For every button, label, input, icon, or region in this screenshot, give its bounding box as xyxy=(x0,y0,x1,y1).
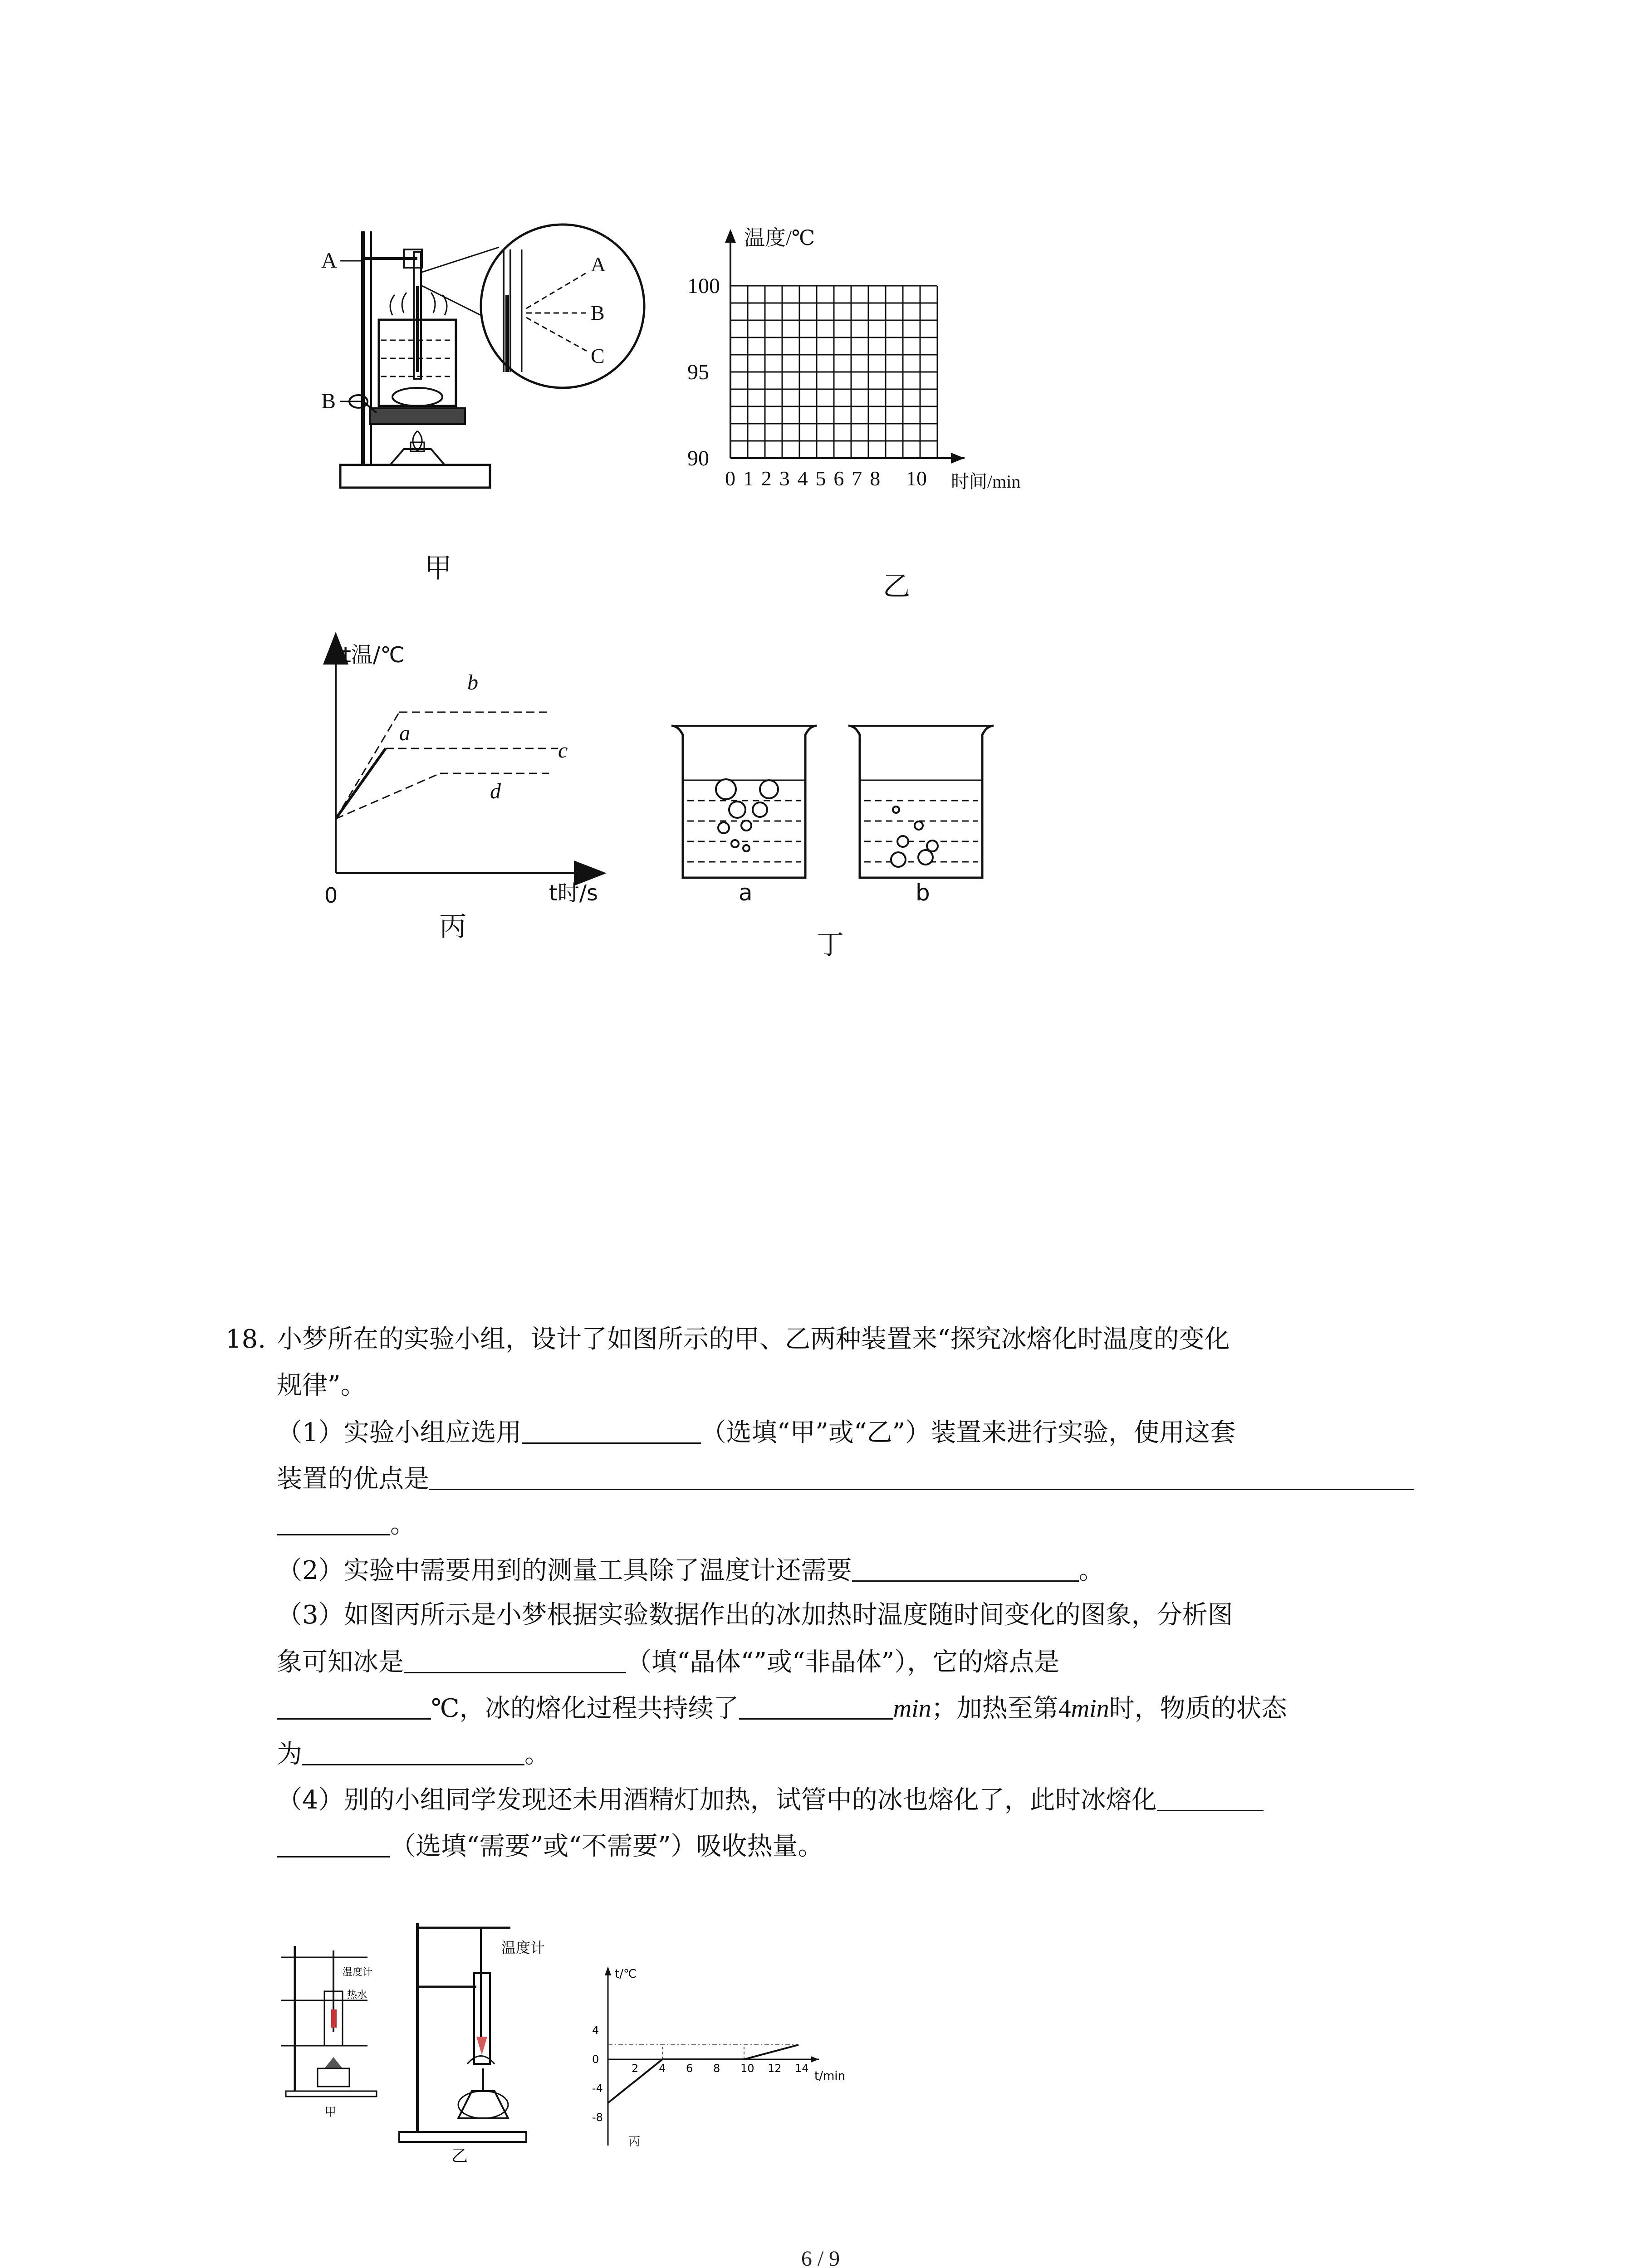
bing2-x-tick: 12 xyxy=(768,2062,782,2075)
part1-line3 xyxy=(277,1510,416,1537)
part3-text-e: min xyxy=(893,1695,931,1723)
part3-text-d: ℃，冰的熔化过程共持续了 xyxy=(431,1694,739,1723)
part3-line2 xyxy=(277,1648,1059,1675)
yi-x-tick: 5 xyxy=(815,467,826,490)
yi-x-tick: 2 xyxy=(761,467,772,490)
question-number: 18. xyxy=(225,1325,266,1354)
part1-text-a: （1）实验小组应选用 xyxy=(277,1418,522,1447)
part3-line4 xyxy=(277,1740,550,1767)
bottom-jia-water-label: 热水 xyxy=(347,1989,367,2001)
clamp-label-a: A xyxy=(321,249,337,273)
part3-text-f: ；加热至第 xyxy=(931,1694,1058,1723)
bottom-yi-thermo-label: 温度计 xyxy=(501,1939,545,1956)
figure-bottom-yi xyxy=(399,1919,572,2168)
yi-x-tick: 6 xyxy=(833,467,844,490)
figure-bing-caption: 丙 xyxy=(439,911,466,943)
part3-line1: （3）如图丙所示是小梦根据实验数据作出的冰加热时温度随时间变化的图象，分析图 xyxy=(277,1600,1233,1630)
question-stem-line2: 规律”。 xyxy=(277,1371,366,1400)
bing2-x-tick: 10 xyxy=(740,2062,754,2075)
bottom-yi-caption: 乙 xyxy=(451,2147,468,2165)
part3-text-h: min xyxy=(1071,1695,1109,1723)
part1-text-c: 装置的优点是 xyxy=(277,1464,429,1494)
yi-y-arrow xyxy=(725,229,736,243)
part3-text-k: 。 xyxy=(524,1740,550,1769)
bing2-x-tick: 8 xyxy=(713,2062,720,2075)
bing2-x-tick: 6 xyxy=(686,2062,693,2075)
yi-xlabel: 时间/min xyxy=(951,471,1021,492)
part1-blank-advantage-cont[interactable] xyxy=(277,1510,390,1535)
figure-bottom-jia xyxy=(277,1941,395,2123)
part2-text-a: （2）实验中需要用到的测量工具除了温度计还需要 xyxy=(277,1556,852,1585)
figure-ding-caption: 丁 xyxy=(817,929,844,961)
part4-line2 xyxy=(277,1833,823,1859)
curve-label-a: a xyxy=(399,721,410,745)
zoom-label-b: B xyxy=(591,301,605,324)
part1-line2 xyxy=(277,1465,1414,1492)
beaker-label-b: b xyxy=(916,880,930,906)
bing2-x-tick: 2 xyxy=(632,2062,639,2075)
part4-line1 xyxy=(277,1786,1264,1813)
bing-ylabel: t温/℃ xyxy=(343,642,405,668)
part1-blank-device[interactable] xyxy=(522,1419,701,1444)
yi-x-tick: 3 xyxy=(779,467,790,490)
part1-text-d: 。 xyxy=(390,1510,416,1539)
part3-blank-type[interactable] xyxy=(404,1648,626,1673)
zoom-label-c: C xyxy=(591,344,605,367)
figure-bing-curves xyxy=(313,635,631,907)
yi-ylabel: 温度/℃ xyxy=(744,226,815,249)
bing-xlabel: t时/s xyxy=(549,880,598,906)
part1-text-b: （选填“甲”或“乙”）装置来进行实验，使用这套 xyxy=(700,1418,1236,1447)
figure-yi-grid xyxy=(671,218,1043,508)
part3-text-i: 时，物质的状态 xyxy=(1109,1694,1287,1723)
bing2-caption: 丙 xyxy=(628,2135,641,2149)
part4-blank-heat[interactable] xyxy=(1157,1786,1264,1811)
figure-ding-beakers xyxy=(667,721,1007,906)
bing2-y-tick: -4 xyxy=(592,2082,603,2095)
yi-x-arrow xyxy=(951,453,965,464)
yi-x-tick: 7 xyxy=(852,467,862,490)
part3-blank-state[interactable] xyxy=(302,1740,524,1765)
ring-label-b: B xyxy=(321,389,336,413)
curve-label-d: d xyxy=(490,779,501,803)
part4-text-b: （选填“需要”或“不需要”）吸收热量。 xyxy=(390,1832,823,1861)
bottom-jia-caption: 甲 xyxy=(324,2106,337,2119)
part3-line3 xyxy=(277,1695,1287,1721)
figure-jia-apparatus xyxy=(313,218,676,513)
part2-line xyxy=(277,1557,1104,1584)
curve-label-c: c xyxy=(558,738,568,763)
part4-blank-heat-cont[interactable] xyxy=(277,1833,390,1857)
yi-y-tick: 90 xyxy=(687,446,709,470)
zoom-label-a: A xyxy=(591,253,606,276)
yi-x-tick: 1 xyxy=(743,467,754,490)
question-stem-line1: 小梦所在的实验小组，设计了如图所示的甲、乙两种装置来“探究冰熔化时温度的变化 xyxy=(277,1325,1230,1354)
yi-y-tick: 100 xyxy=(687,274,720,298)
figure-yi-caption: 乙 xyxy=(883,571,910,602)
yi-x-tick: 4 xyxy=(797,467,808,490)
beaker-label-a: a xyxy=(739,880,753,906)
yi-x-tick: 8 xyxy=(870,467,881,490)
part3-text-c: （填“晶体“”或“非晶体”），它的熔点是 xyxy=(626,1647,1060,1677)
bing2-ylabel: t/℃ xyxy=(615,1967,637,1981)
part3-blank-duration[interactable] xyxy=(739,1695,893,1720)
bing2-xlabel: t/min xyxy=(814,2069,845,2083)
part4-text-a: （4）别的小组同学发现还未用酒精灯加热，试管中的冰也熔化了，此时冰熔化 xyxy=(277,1785,1157,1815)
part3-blank-melting-point[interactable] xyxy=(277,1695,431,1720)
figure-bottom-bing-graph xyxy=(567,1964,848,2155)
part2-text-b: 。 xyxy=(1078,1556,1104,1585)
bing2-y-tick: 0 xyxy=(592,2053,599,2066)
part2-blank-tool[interactable] xyxy=(852,1557,1079,1582)
part1-line1 xyxy=(277,1419,1235,1446)
bottom-jia-thermo-label: 温度计 xyxy=(343,1967,373,1978)
yi-y-tick: 95 xyxy=(687,360,709,384)
part3-text-g: 4 xyxy=(1058,1695,1071,1723)
bing2-x-tick: 4 xyxy=(659,2062,666,2075)
bing2-x-tick: 14 xyxy=(795,2062,809,2075)
part3-text-b: 象可知冰是 xyxy=(277,1647,404,1677)
yi-x-tick: 10 xyxy=(906,467,927,490)
bing2-y-tick: -8 xyxy=(592,2111,603,2124)
curve-label-b: b xyxy=(467,670,478,694)
bing2-y-tick: 4 xyxy=(592,2024,599,2037)
part1-blank-advantage[interactable] xyxy=(429,1465,1414,1490)
figure-jia-caption: 甲 xyxy=(425,552,452,584)
bing-origin: 0 xyxy=(324,883,338,908)
yi-x-tick: 0 xyxy=(725,467,735,490)
part3-text-j: 为 xyxy=(277,1740,302,1769)
page-number: 6 / 9 xyxy=(801,2247,840,2268)
